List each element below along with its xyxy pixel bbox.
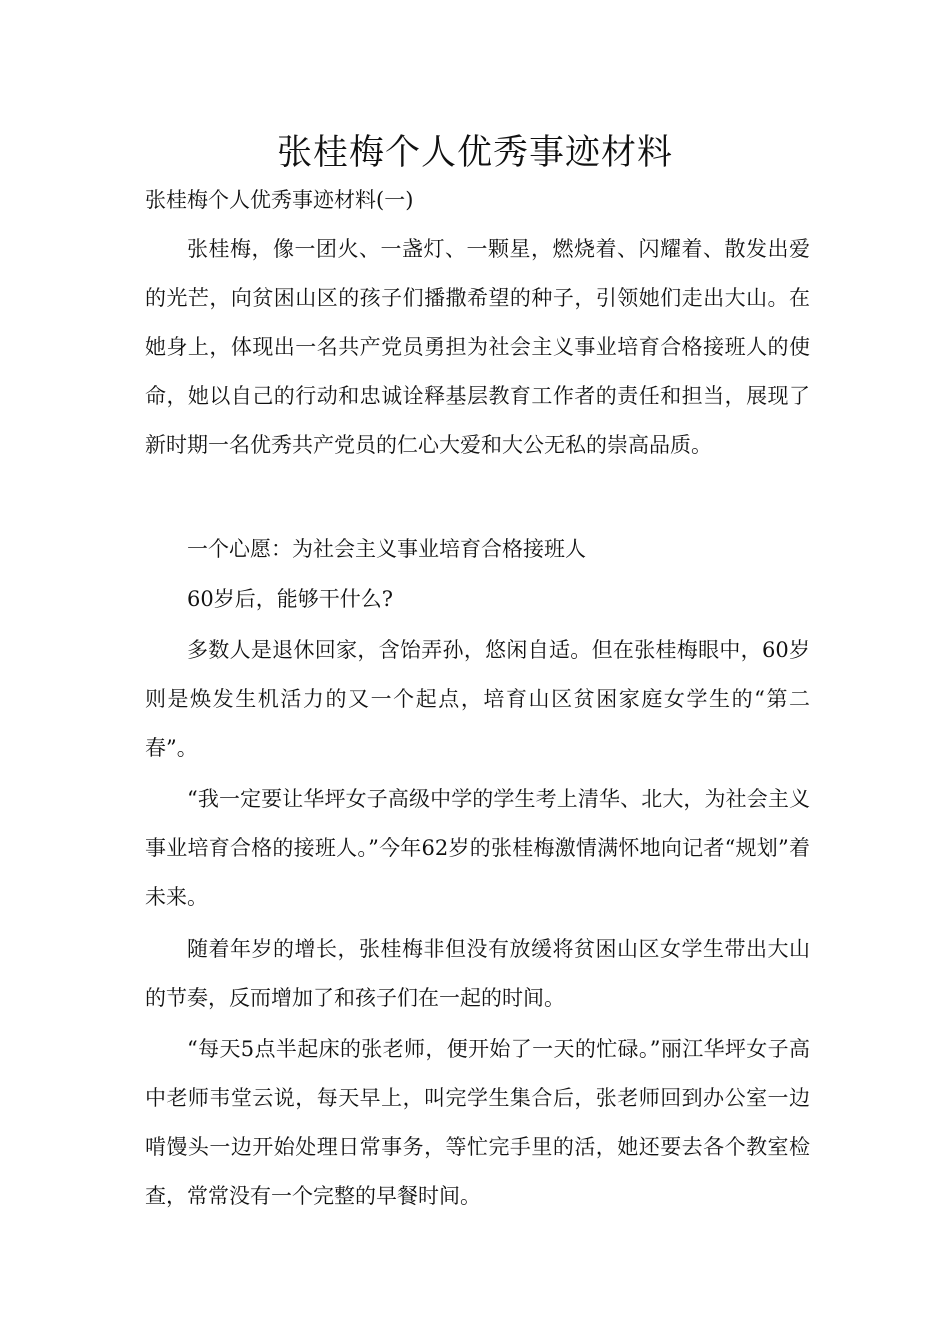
paragraph-intro: 张桂梅，像一团火、一盏灯、一颗星，燃烧着、闪耀着、散发出爱的光芒，向贫困山区的孩子们播撒希望的种子，引领她们走出大山。在她身上，体现出一名共产党员勇担为社会主义事业培育合格接班人的使命，她以自己的行动和忠诚诠释基层教育工作者的责任和担当，展现了新时期一名优秀共产党员的仁心大爱和大公无私的崇高品质。 [145,237,810,457]
document-title: 张桂梅个人优秀事迹材料 [276,133,673,173]
paragraph-quote-goal: “我一定要让华坪女子高级中学的学生考上清华、北大，为社会主义事业培育合格的接班人。”今年62岁的张桂梅激情满怀地向记者“规划”着未来。 [145,787,810,909]
paragraph-question: 60岁后，能够干什么? [187,587,393,611]
document-subtitle: 张桂梅个人优秀事迹材料(一) [145,188,414,212]
paragraph-daily-routine: “每天5点半起床的张老师，便开始了一天的忙碌。”丽江华坪女子高中老师韦堂云说，每天早上，叫完学生集合后，张老师回到办公室一边啃馒头一边开始处理日常事务，等忙完手里的活，她还要去各个教室检查，常常没有一个完整的早餐时间。 [145,1037,810,1208]
paragraph-section-heading: 一个心愿：为社会主义事业培育合格接班人 [187,537,586,561]
paragraph-retirement: 多数人是退休回家，含饴弄孙，悠闲自适。但在张桂梅眼中，60岁则是焕发生机活力的又一个起点，培育山区贫困家庭女学生的“第二春”。 [145,638,810,760]
paragraph-pace: 随着年岁的增长，张桂梅非但没有放缓将贫困山区女学生带出大山的节奏，反而增加了和孩子们在一起的时间。 [145,937,810,1010]
